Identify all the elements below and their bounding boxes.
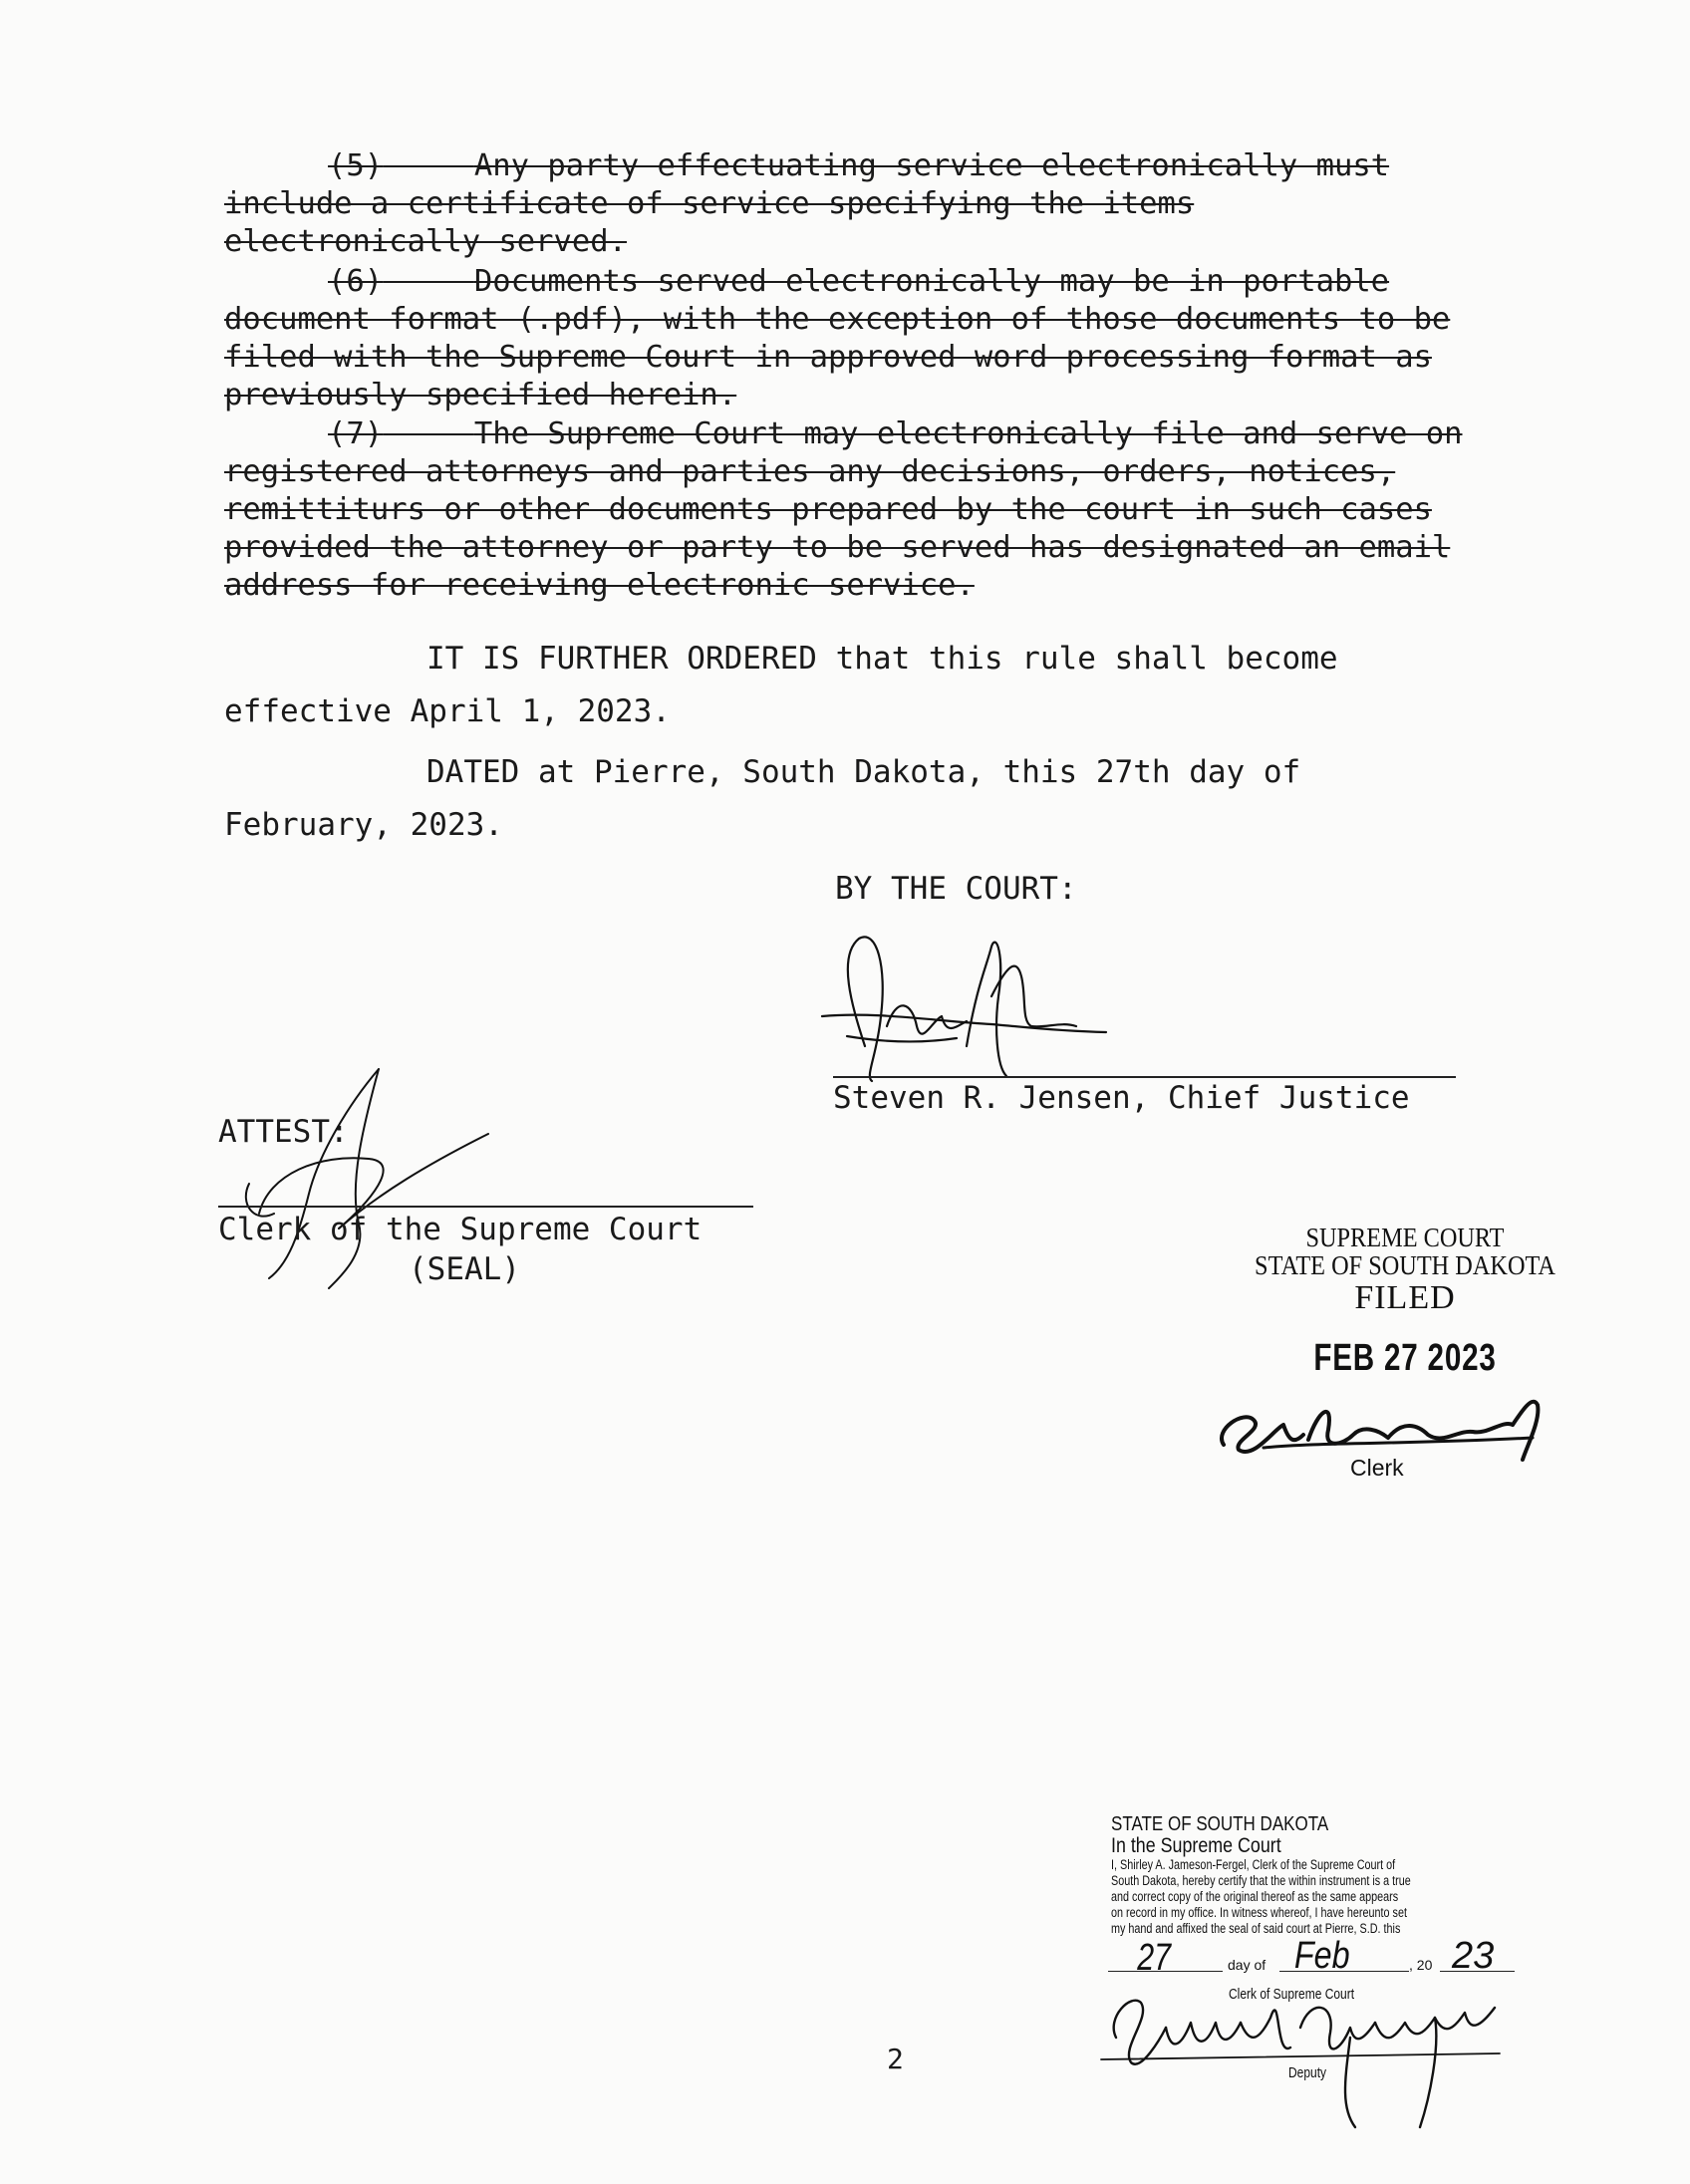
cert-clerk-label: Clerk of Supreme Court (1229, 1986, 1355, 2003)
chief-justice-name: Steven R. Jensen, Chief Justice (833, 1080, 1410, 1116)
filed-stamp-line-1: SUPREME COURT (1305, 1223, 1505, 1252)
cert-body-line: and correct copy of the original thereof as the same appears (1111, 1889, 1399, 1904)
cert-day-of-label: day of (1228, 1957, 1267, 1973)
attest-clerk-title: Clerk of the Supreme Court (218, 1212, 703, 1247)
paragraph-text: document format (.pdf), with the exception of those documents to be (224, 302, 1451, 337)
cert-date-line (1108, 1935, 1527, 1983)
cert-year-prefix: , 20 (1409, 1957, 1433, 1973)
paragraph-text: previously specified herein. (224, 378, 737, 412)
filed-stamp-line-3: FILED (1354, 1279, 1456, 1316)
order-line-1: IT IS FURTHER ORDERED that this rule shall become (426, 641, 1338, 677)
dated-line-2: February, 2023. (224, 807, 503, 843)
struck-paragraph-6 (224, 263, 1584, 414)
paragraph-text: include a certificate of service specifying the items (224, 186, 1195, 221)
cert-body-line: South Dakota, hereby certify that the within instrument is a true (1111, 1873, 1411, 1888)
paragraph-number: (6) (328, 264, 384, 299)
paragraph-text: remittiturs or other documents prepared by the court in such cases (224, 492, 1432, 527)
chief-justice-signature (817, 927, 1176, 1096)
paragraph-text: registered attorneys and parties any decisions, orders, notices, (224, 454, 1396, 489)
paragraph-number: (7) (328, 416, 384, 451)
struck-paragraph-7 (224, 415, 1584, 605)
paragraph-text: address for receiving electronic service. (224, 568, 975, 603)
cert-heading-2: In the Supreme Court (1111, 1834, 1281, 1857)
chief-justice-signature-line (833, 1076, 1456, 1078)
cert-heading-1: STATE OF SOUTH DAKOTA (1111, 1813, 1329, 1835)
attest-label: ATTEST: (218, 1114, 349, 1150)
dated-line-1: DATED at Pierre, South Dakota, this 27th day of (426, 754, 1301, 790)
filed-stamp-date: FEB 27 2023 (1313, 1337, 1497, 1379)
paragraph-text: provided the attorney or party to be served has designated an email (224, 530, 1451, 565)
attest-seal: (SEAL) (409, 1251, 520, 1287)
filed-stamp (1196, 1224, 1614, 1317)
paragraph-text: filed with the Supreme Court in approved word processing format as (224, 340, 1432, 375)
paragraph-text: The Supreme Court may electronically file and serve on (473, 416, 1463, 451)
cert-body-line: my hand and affixed the seal of said court at Pierre, S.D. this (1111, 1921, 1401, 1936)
struck-paragraph-5 (224, 147, 1584, 261)
cert-month-value: Feb (1293, 1935, 1350, 1977)
filed-stamp-line-2: STATE OF SOUTH DAKOTA (1255, 1250, 1555, 1280)
paragraph-text: Any party effectuating service electronically must (473, 148, 1390, 183)
order-line-2: effective April 1, 2023. (224, 693, 671, 729)
certification-block (1111, 1813, 1549, 1937)
cert-deputy-label: Deputy (1288, 2064, 1327, 2081)
paragraph-number: (5) (328, 148, 384, 183)
paragraph-text: Documents served electronically may be in portable (473, 264, 1390, 299)
cert-year-value: 23 (1452, 1935, 1495, 1977)
filed-stamp-clerk-label: Clerk (1350, 1455, 1404, 1481)
by-the-court-label: BY THE COURT: (835, 871, 1077, 907)
cert-day-value: 27 (1137, 1937, 1172, 1979)
attest-signature-line (218, 1206, 753, 1208)
page-number: 2 (887, 2043, 904, 2075)
paragraph-text: electronically served. (224, 224, 627, 259)
cert-body-line: on record in my office. In witness whereof, I have hereunto set (1111, 1905, 1407, 1920)
cert-body-line: I, Shirley A. Jameson-Fergel, Clerk of the Supreme Court of (1111, 1857, 1396, 1872)
